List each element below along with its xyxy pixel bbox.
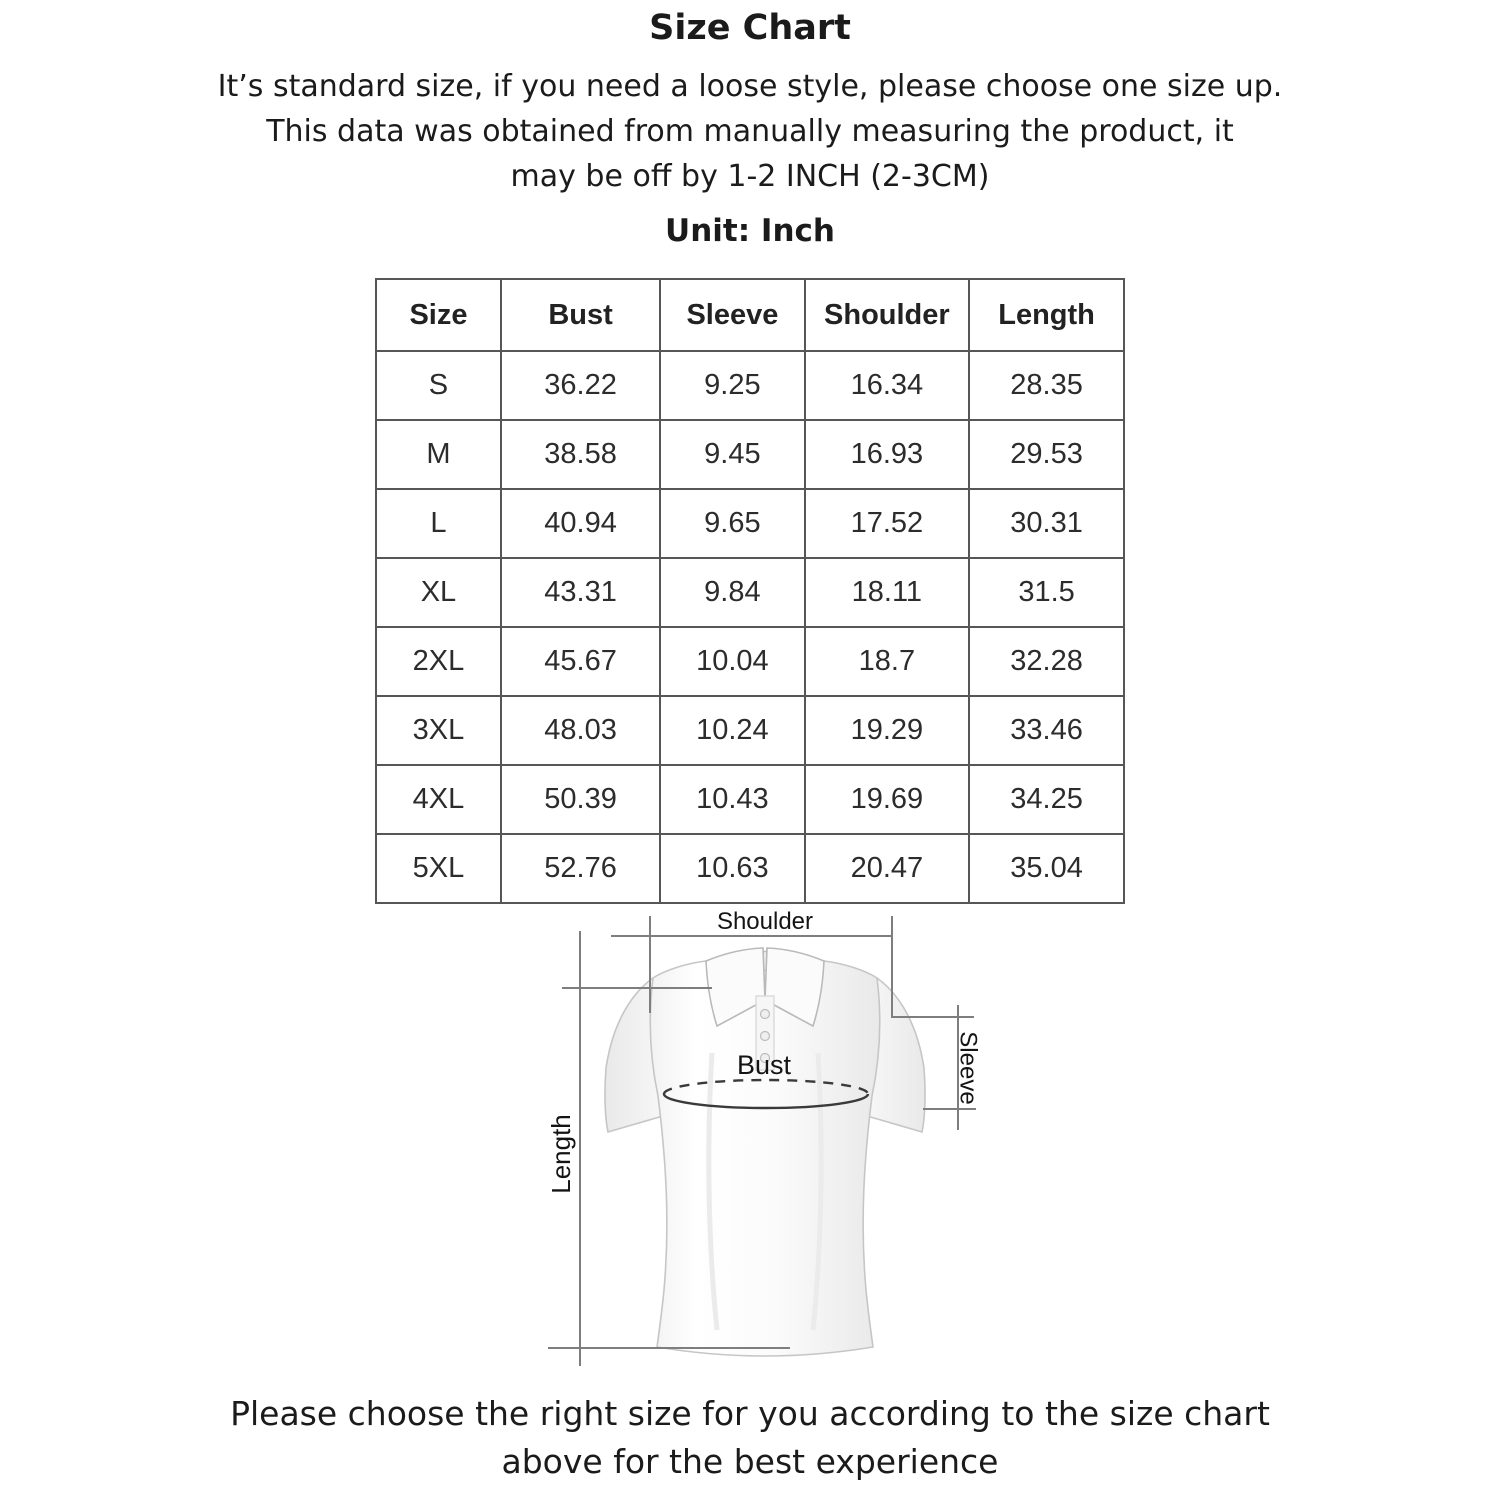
table-row bbox=[376, 765, 1124, 834]
column-header-bust: Bust bbox=[501, 279, 660, 351]
size-cell: 2XL bbox=[376, 627, 501, 696]
table-row bbox=[376, 489, 1124, 558]
intro-line-1: It’s standard size, if you need a loose style, please choose one size up. bbox=[217, 69, 1283, 104]
sleeve-cell: 9.84 bbox=[660, 558, 804, 627]
size-cell: XL bbox=[376, 558, 501, 627]
length-cell: 31.5 bbox=[969, 558, 1124, 627]
sleeve-cell: 9.45 bbox=[660, 420, 804, 489]
bust-cell: 36.22 bbox=[501, 351, 660, 420]
size-cell: 4XL bbox=[376, 765, 501, 834]
sleeve-cell: 10.04 bbox=[660, 627, 804, 696]
shoulder-cell: 20.47 bbox=[805, 834, 970, 903]
bust-cell: 38.58 bbox=[501, 420, 660, 489]
shoulder-cell: 17.52 bbox=[805, 489, 970, 558]
intro-text bbox=[0, 64, 1500, 199]
sleeve-cell: 10.63 bbox=[660, 834, 804, 903]
table-row bbox=[376, 351, 1124, 420]
column-header-shoulder: Shoulder bbox=[805, 279, 970, 351]
unit-label: Unit: Inch bbox=[665, 213, 835, 249]
length-cell: 30.31 bbox=[969, 489, 1124, 558]
polo-shirt-illustration bbox=[605, 948, 925, 1356]
bust-cell: 45.67 bbox=[501, 627, 660, 696]
shoulder-cell: 18.11 bbox=[805, 558, 970, 627]
sleeve-cell: 10.43 bbox=[660, 765, 804, 834]
button bbox=[761, 1032, 770, 1041]
column-header-size: Size bbox=[376, 279, 501, 351]
bust-cell: 43.31 bbox=[501, 558, 660, 627]
shoulder-cell: 19.29 bbox=[805, 696, 970, 765]
shoulder-label: Shoulder bbox=[716, 908, 814, 935]
column-header-sleeve: Sleeve bbox=[660, 279, 804, 351]
sleeve-label: Sleeve bbox=[954, 1031, 982, 1105]
intro-line-2: This data was obtained from manually measuring the product, it bbox=[266, 114, 1234, 149]
bust-cell: 48.03 bbox=[501, 696, 660, 765]
bust-cell: 52.76 bbox=[501, 834, 660, 903]
shoulder-cell: 16.93 bbox=[805, 420, 970, 489]
sleeve-cell: 9.65 bbox=[660, 489, 804, 558]
length-cell: 33.46 bbox=[969, 696, 1124, 765]
bust-cell: 40.94 bbox=[501, 489, 660, 558]
table-row bbox=[376, 558, 1124, 627]
length-cell: 35.04 bbox=[969, 834, 1124, 903]
sleeve-cell: 10.24 bbox=[660, 696, 804, 765]
bust-cell: 50.39 bbox=[501, 765, 660, 834]
size-cell: L bbox=[376, 489, 501, 558]
footer-note bbox=[0, 1390, 1500, 1486]
size-cell: S bbox=[376, 351, 501, 420]
shoulder-cell: 16.34 bbox=[805, 351, 970, 420]
footer-line-1: Please choose the right size for you according to the size chart bbox=[230, 1394, 1270, 1433]
page-title: Size Chart bbox=[649, 8, 851, 48]
size-cell: 3XL bbox=[376, 696, 501, 765]
measurement-diagram bbox=[520, 898, 1000, 1376]
table-row bbox=[376, 627, 1124, 696]
shoulder-cell: 19.69 bbox=[805, 765, 970, 834]
size-table-container bbox=[375, 278, 1125, 888]
length-cell: 32.28 bbox=[969, 627, 1124, 696]
size-cell: 5XL bbox=[376, 834, 501, 903]
column-header-length: Length bbox=[969, 279, 1124, 351]
footer-line-2: above for the best experience bbox=[501, 1442, 999, 1481]
table-row bbox=[376, 420, 1124, 489]
length-label: Length bbox=[546, 1114, 577, 1194]
button bbox=[761, 1010, 770, 1019]
length-cell: 29.53 bbox=[969, 420, 1124, 489]
length-cell: 34.25 bbox=[969, 765, 1124, 834]
table-header-row bbox=[376, 279, 1124, 351]
bust-label: Bust bbox=[736, 1050, 792, 1080]
shoulder-cell: 18.7 bbox=[805, 627, 970, 696]
size-table bbox=[375, 278, 1125, 904]
table-row bbox=[376, 834, 1124, 903]
table-row bbox=[376, 696, 1124, 765]
size-cell: M bbox=[376, 420, 501, 489]
length-cell: 28.35 bbox=[969, 351, 1124, 420]
sleeve-cell: 9.25 bbox=[660, 351, 804, 420]
intro-line-3: may be off by 1-2 INCH (2-3CM) bbox=[510, 159, 990, 194]
